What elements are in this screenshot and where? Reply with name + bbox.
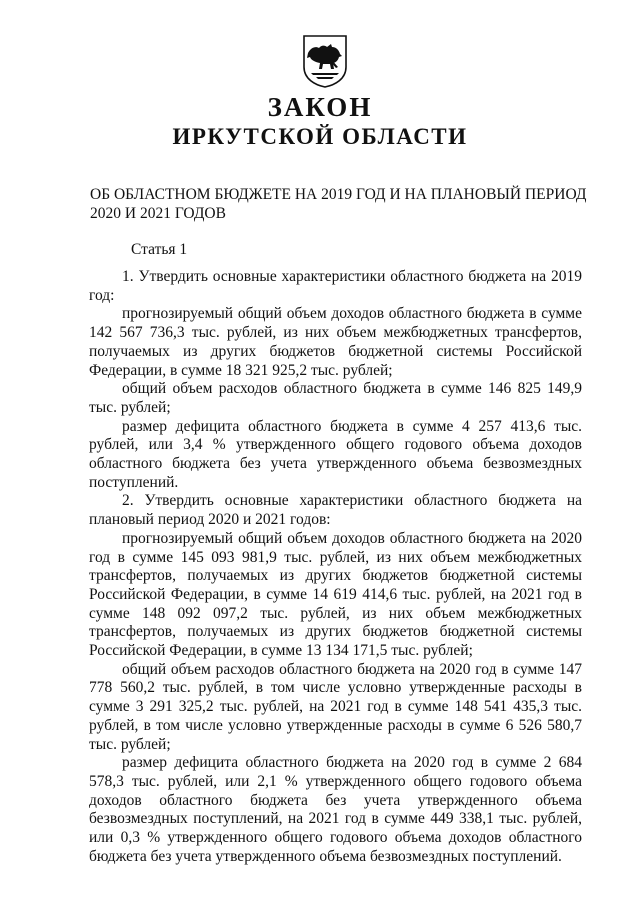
page-title-region: ИРКУТСКОЙ ОБЛАСТИ <box>172 124 468 149</box>
paragraph: 1. Утвердить основные характеристики областного бюджета на 2019 год: <box>89 268 582 304</box>
law-body <box>89 268 582 867</box>
paragraph: 2. Утвердить основные характеристики областного бюджета на плановый период 2020 и 2021 годов: <box>89 492 582 529</box>
article-heading: Статья 1 <box>131 241 188 258</box>
irkutsk-coat-of-arms-icon <box>301 33 349 89</box>
paragraph: прогнозируемый общий объем доходов областного бюджета в сумме 142 567 736,3 тыс. рублей, из них объем межбюджетных трансфертов, получаемых из других бюджетов бюджетной системы Российской Федерации, в сумме 18 321 925,2 тыс. рублей; <box>89 305 582 379</box>
paragraph: размер дефицита областного бюджета на 2020 год в сумме 2 684 578,3 тыс. рублей, или 2,1 % утвержденного общего годового объема доходов областного бюджета без учета утвержденного объема безвозмездных поступлений, на 2021 год в сумме 449 338,1 тыс. рублей, или 0,3 % утвержденного общего годового объема доходов областного бюджета без учета утвержденного объема безвозмездных поступлений. <box>89 754 582 865</box>
paragraph: размер дефицита областного бюджета в сумме 4 257 413,6 тыс. рублей, или 3,4 % утвержденного общего годового объема доходов областного бюджета без учета утвержденного объема безвозмездных поступлений. <box>89 417 582 491</box>
paragraph: прогнозируемый общий объем доходов областного бюджета на 2020 год в сумме 145 093 981,9 тыс. рублей, из них объем межбюджетных трансфертов, получаемых из других бюджетов бюджетной системы Российской Федерации, в сумме 14 619 414,6 тыс. рублей, на 2021 год в сумме 148 092 097,2 тыс. рублей, из них объем межбюджетных трансфертов, получаемых из других бюджетов бюджетной системы Российской Федерации, в сумме 13 134 171,5 тыс. рублей; <box>89 529 582 660</box>
page-title: ЗАКОН <box>267 92 373 122</box>
law-subtitle: ОБ ОБЛАСТНОМ БЮДЖЕТЕ НА 2019 ГОД И НА ПЛАНОВЫЙ ПЕРИОД 2020 И 2021 ГОДОВ <box>90 186 587 222</box>
paragraph: общий объем расходов областного бюджета на 2020 год в сумме 147 778 560,2 тыс. рублей, в том числе условно утвержденные расходы в сумме 3 291 325,2 тыс. рублей, на 2021 год в сумме 148 541 435,3 тыс. рублей, в том числе условно утвержденные расходы в сумме 6 526 580,7 тыс. рублей; <box>89 660 582 753</box>
paragraph: общий объем расходов областного бюджета в сумме 146 825 149,9 тыс. рублей; <box>89 380 582 416</box>
